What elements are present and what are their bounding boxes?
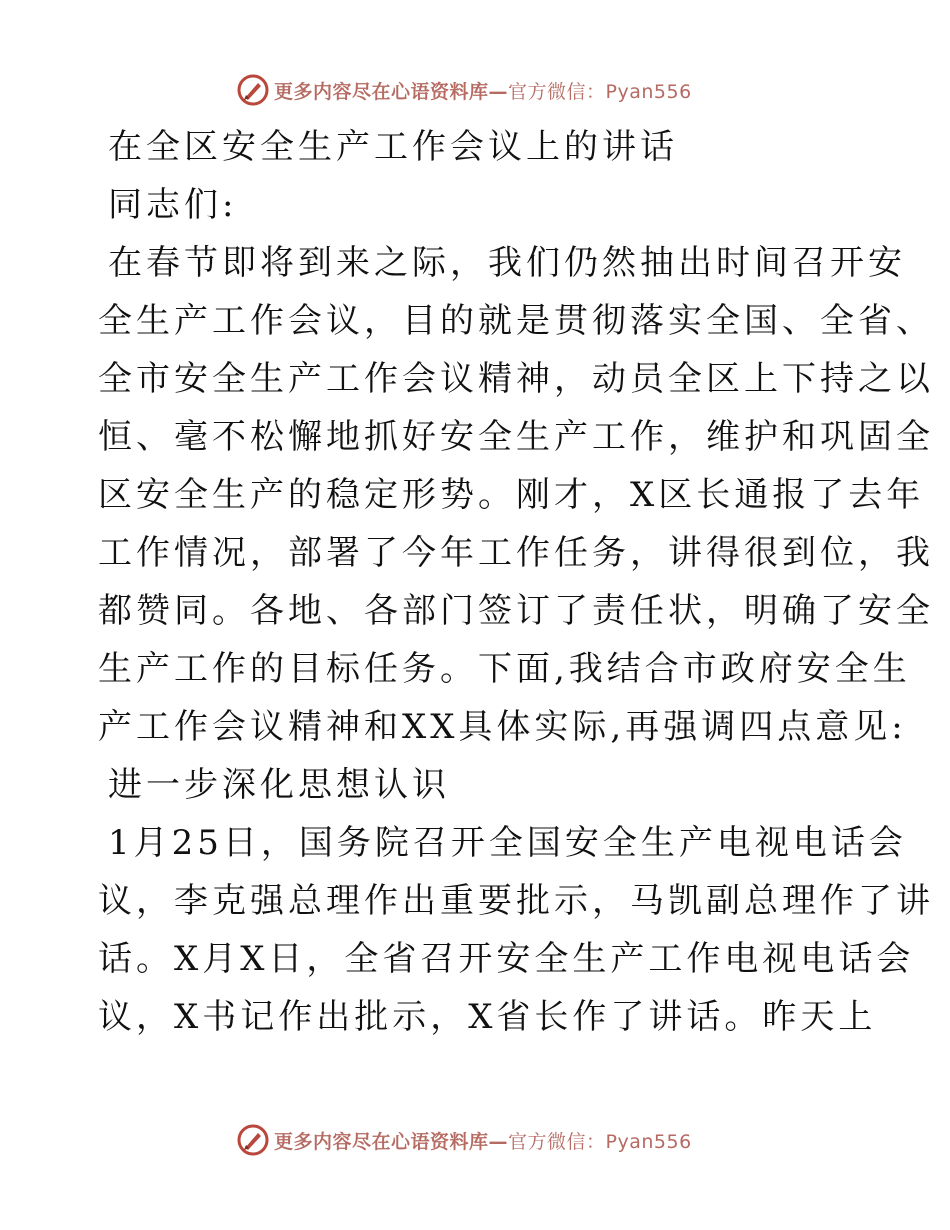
paragraph-line: 在春节即将到来之际，我们仍然抽出时间召开安: [108, 243, 906, 283]
section-heading: 进一步深化思想认识: [108, 765, 450, 805]
paragraph-2: [98, 814, 934, 1046]
paragraph-line: 议，X书记作出批示，X省长作了讲话。昨天上: [98, 997, 877, 1037]
banner-text: 更多内容尽在心语资料库—官方微信：Pyan556: [274, 1130, 692, 1153]
paragraph-line: 议，李克强总理作出重要批示，马凯副总理作了讲: [98, 881, 934, 921]
document-title: 在全区安全生产工作会议上的讲话: [108, 127, 678, 167]
paragraph-line: 全生产工作会议，目的就是贯彻落实全国、全省、: [98, 301, 934, 341]
paragraph-line: 生产工作的目标任务。下面,我结合市政府安全生: [98, 649, 911, 689]
banner-text: 更多内容尽在心语资料库—官方微信：Pyan556: [274, 80, 692, 103]
document-body: [98, 118, 934, 1046]
salutation: 同志们:: [108, 185, 238, 225]
wechat-id: 官方微信：Pyan556: [508, 1130, 692, 1153]
paragraph-line: 区安全生产的稳定形势。刚才，X区长通报了去年: [98, 475, 925, 515]
pen-logo-icon: [236, 73, 270, 107]
wechat-id: 官方微信：Pyan556: [508, 80, 692, 103]
paragraph-1: [98, 234, 934, 756]
paragraph-line: 话。X月X日，全省召开安全生产工作电视电话会: [98, 939, 915, 979]
paragraph-line: 工作情况，部署了今年工作任务，讲得很到位，我: [98, 533, 934, 573]
paragraph-line: 恒、毫不松懈地抓好安全生产工作，维护和巩固全: [98, 417, 934, 457]
header-banner: [236, 70, 692, 110]
paragraph-line: 产工作会议精神和XX具体实际,再强调四点意见:: [98, 707, 907, 747]
pen-logo-icon: [236, 1123, 270, 1157]
paragraph-line: 全市安全生产工作会议精神，动员全区上下持之以: [98, 359, 934, 399]
paragraph-line: 1月25日，国务院召开全国安全生产电视电话会: [108, 823, 907, 863]
footer-banner: [236, 1120, 692, 1160]
paragraph-line: 都赞同。各地、各部门签订了责任状，明确了安全: [98, 591, 934, 631]
